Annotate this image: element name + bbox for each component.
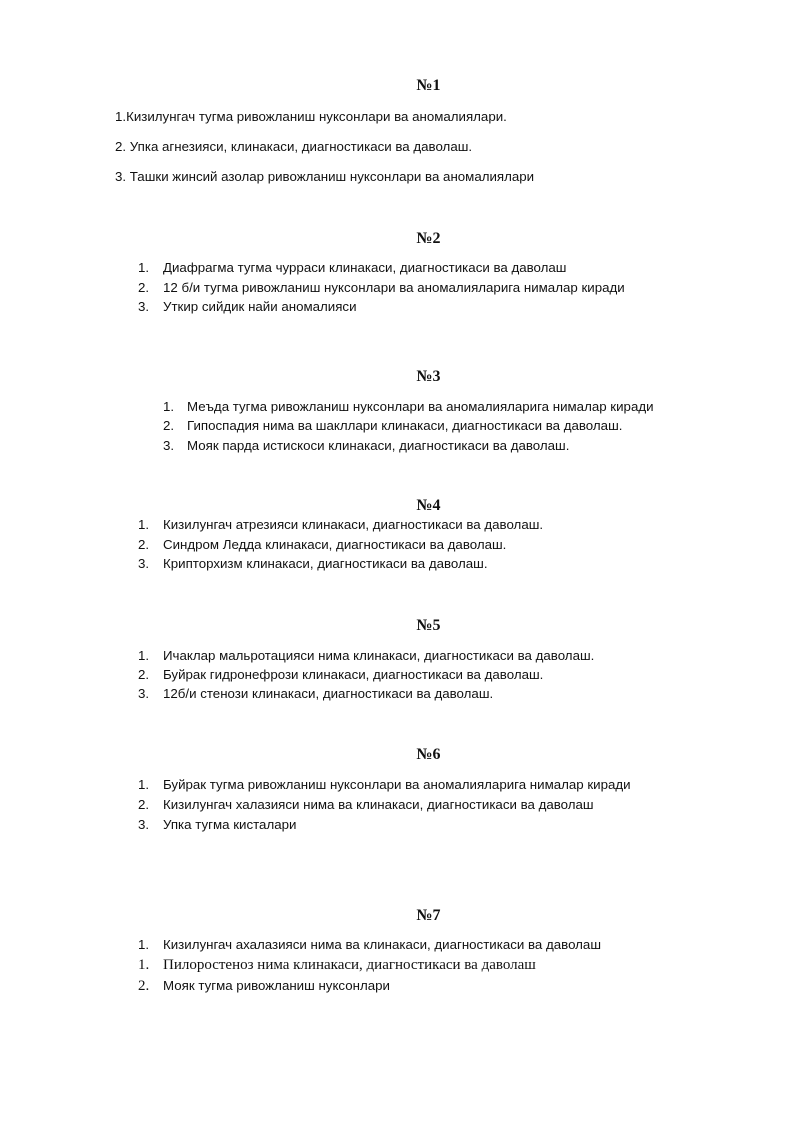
ticket-5-item-3 <box>138 686 493 701</box>
item-text: Мояк парда истискоси клинакаси, диагностикаси ва даволаш. <box>187 438 570 453</box>
ticket-5-item-2 <box>138 667 543 682</box>
item-text: Ичаклар мальротацияси нима клинакаси, диагностикаси ва даволаш. <box>163 648 595 663</box>
item-number: 2. <box>138 280 150 295</box>
item-text: Буйрак тугма ривожланиш нуксонлари ва аномалияларига нималар киради <box>163 777 631 792</box>
item-text: Упка тугма кисталари <box>163 817 297 832</box>
item-number: 1. <box>138 260 150 275</box>
ticket-3-item-3 <box>163 438 569 453</box>
ticket-6-title: №6 <box>416 746 441 763</box>
item-text: Диафрагма тугма чурраси клинакаси, диагностикаси ва даволаш <box>163 260 567 275</box>
ticket-3-title: №3 <box>416 368 441 385</box>
ticket-1-item-1: 1.Кизилунгач тугма ривожланиш нуксонлари ва аномалиялари. <box>115 109 507 124</box>
item-text: Меъда тугма ривожланиш нуксонлари ва аномалияларига нималар киради <box>187 399 654 414</box>
ticket-4-item-1 <box>138 517 543 532</box>
ticket-2-title: №2 <box>416 230 441 247</box>
item-number: 2. <box>138 537 150 552</box>
ticket-2-item-1 <box>138 260 566 275</box>
ticket-7-item-3 <box>138 978 390 995</box>
ticket-1-item-3: 3. Ташки жинсий азолар ривожланиш нуксонлари ва аномалиялари <box>115 169 535 184</box>
item-text: Буйрак гидронефрози клинакаси, диагностикаси ва даволаш. <box>163 667 544 682</box>
item-text: Уткир сийдик найи аномалияси <box>163 299 357 314</box>
item-number: 3. <box>138 299 150 314</box>
ticket-1-item-2: 2. Упка агнезияси, клинакаси, диагностикаси ва даволаш. <box>115 139 473 154</box>
ticket-7-item-1 <box>138 937 601 952</box>
item-number: 1. <box>163 399 175 414</box>
ticket-7-title: №7 <box>416 907 441 924</box>
item-number: 3. <box>138 817 150 832</box>
ticket-6-item-3 <box>138 817 296 832</box>
ticket-3-item-2 <box>163 418 622 433</box>
item-text: 12 б/и тугма ривожланиш нуксонлари ва аномалияларига нималар киради <box>163 280 625 295</box>
item-number: 3. <box>138 686 150 701</box>
ticket-3-item-1 <box>163 399 654 414</box>
ticket-2-item-2 <box>138 280 625 295</box>
item-number: 2. <box>163 418 175 433</box>
item-text: Кизилунгач халазияси нима ва клинакаси, диагностикаси ва даволаш <box>163 797 594 812</box>
ticket-7-item-2 <box>138 957 536 974</box>
item-text: Мояк тугма ривожланиш нуксонлари <box>163 978 390 993</box>
ticket-4-title: №4 <box>416 497 441 514</box>
ticket-5-title: №5 <box>416 617 441 634</box>
ticket-2-item-3 <box>138 299 357 314</box>
item-text: Пилоростеноз нима клинакаси, диагностикаси ва даволаш <box>163 957 536 973</box>
ticket-5-item-1 <box>138 648 594 663</box>
item-number: 3. <box>138 556 150 571</box>
item-number: 2. <box>138 667 150 682</box>
item-number: 1. <box>138 648 150 663</box>
item-text: Синдром Ледда клинакаси, диагностикаси ва даволаш. <box>163 537 507 552</box>
ticket-6-item-2 <box>138 797 594 812</box>
item-text: Кизилунгач ахалазияси нима ва клинакаси, диагностикаси ва даволаш <box>163 937 601 952</box>
item-number: 2. <box>138 797 150 812</box>
item-number: 2. <box>138 978 150 994</box>
item-number: 1. <box>138 957 150 973</box>
ticket-1-title: №1 <box>416 77 441 94</box>
item-number: 1. <box>138 937 150 952</box>
item-text: Кизилунгач атрезияси клинакаси, диагностикаси ва даволаш. <box>163 517 544 532</box>
item-text: Крипторхизм клинакаси, диагностикаси ва даволаш. <box>163 556 488 571</box>
ticket-6-item-1 <box>138 777 631 792</box>
item-number: 1. <box>138 777 150 792</box>
item-text: 12б/и стенози клинакаси, диагностикаси ва даволаш. <box>163 686 494 701</box>
ticket-4-item-2 <box>138 537 506 552</box>
item-number: 3. <box>163 438 175 453</box>
ticket-4-item-3 <box>138 556 488 571</box>
item-text: Гипоспадия нима ва шакллари клинакаси, диагностикаси ва даволаш. <box>187 418 623 433</box>
item-number: 1. <box>138 517 150 532</box>
